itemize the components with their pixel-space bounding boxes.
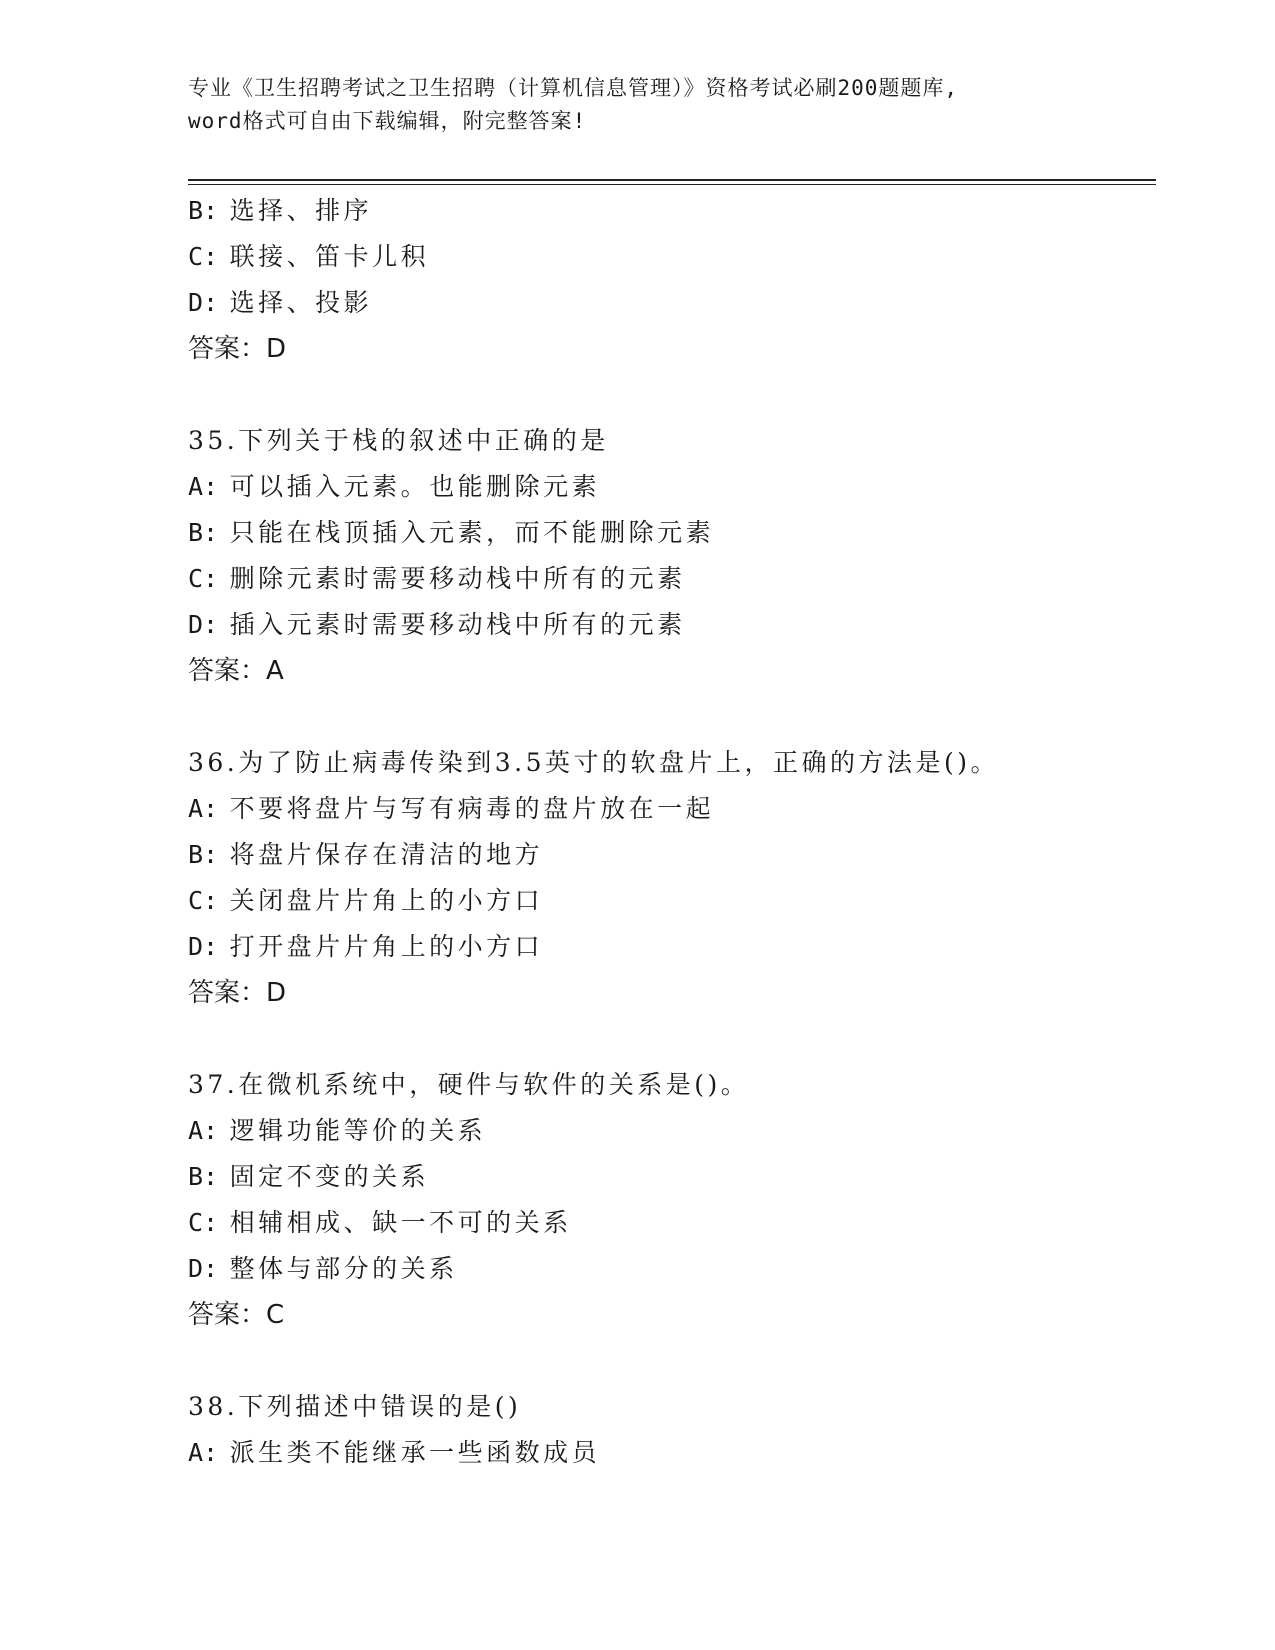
- question-text: 38.下列描述中错误的是(): [188, 1392, 522, 1421]
- option-key: C:: [188, 564, 219, 593]
- option-text: 插入元素时需要移动栈中所有的元素: [229, 610, 686, 639]
- option-item: [188, 556, 1148, 602]
- option-item: [188, 602, 1148, 648]
- option-item: [188, 1108, 1148, 1154]
- option-item: [188, 1246, 1148, 1292]
- option-text: 将盘片保存在清洁的地方: [229, 840, 544, 869]
- option-key: D:: [188, 610, 219, 639]
- option-text: 固定不变的关系: [229, 1162, 430, 1191]
- question-block: [188, 418, 1148, 694]
- question-text: 37.在微机系统中，硬件与软件的关系是()。: [188, 1070, 750, 1099]
- option-text: 打开盘片片角上的小方口: [229, 932, 544, 961]
- option-key: B:: [188, 840, 219, 869]
- question-block: [188, 188, 1148, 372]
- option-key: D:: [188, 932, 219, 961]
- block-spacer: [188, 1338, 1148, 1384]
- option-text: 可以插入元素。也能删除元素: [229, 472, 601, 501]
- document-header: [188, 72, 1088, 138]
- option-item: [188, 924, 1148, 970]
- option-item: [188, 832, 1148, 878]
- option-text: 选择、排序: [229, 196, 373, 225]
- option-text: 整体与部分的关系: [229, 1254, 458, 1283]
- block-spacer: [188, 1016, 1148, 1062]
- block-spacer: [188, 694, 1148, 740]
- option-text: 只能在栈顶插入元素，而不能删除元素: [229, 518, 715, 547]
- option-item: [188, 510, 1148, 556]
- answer-text: 答案：D: [188, 334, 287, 364]
- option-text: 不要将盘片与写有病毒的盘片放在一起: [229, 794, 715, 823]
- option-item: [188, 1154, 1148, 1200]
- option-item: [188, 280, 1148, 326]
- header-rule-thick: [188, 179, 1156, 181]
- question-text: 36.为了防止病毒传染到3.5英寸的软盘片上，正确的方法是()。: [188, 748, 1000, 777]
- option-key: C:: [188, 886, 219, 915]
- option-key: C:: [188, 242, 219, 271]
- question-block: [188, 1062, 1148, 1338]
- block-spacer: [188, 372, 1148, 418]
- option-text: 逻辑功能等价的关系: [229, 1116, 487, 1145]
- header-line-1: 专业《卫生招聘考试之卫生招聘（计算机信息管理）》资格考试必刷200题题库,: [188, 76, 959, 100]
- option-key: B:: [188, 1162, 219, 1191]
- option-item: [188, 1430, 1148, 1476]
- answer-text: 答案：C: [188, 1300, 285, 1330]
- option-key: A:: [188, 1438, 219, 1467]
- option-text: 选择、投影: [229, 288, 373, 317]
- option-key: A:: [188, 1116, 219, 1145]
- option-text: 联接、笛卡儿积: [229, 242, 430, 271]
- option-item: [188, 234, 1148, 280]
- header-rule-thin: [188, 184, 1156, 185]
- answer-text: 答案：D: [188, 978, 287, 1008]
- option-item: [188, 188, 1148, 234]
- option-item: [188, 878, 1148, 924]
- option-key: D:: [188, 288, 219, 317]
- answer-text: 答案：A: [188, 656, 284, 686]
- option-key: A:: [188, 794, 219, 823]
- option-text: 删除元素时需要移动栈中所有的元素: [229, 564, 686, 593]
- header-line-2: word格式可自由下载编辑，附完整答案!: [188, 109, 587, 133]
- option-key: C:: [188, 1208, 219, 1237]
- option-key: B:: [188, 518, 219, 547]
- option-text: 相辅相成、缺一不可的关系: [229, 1208, 572, 1237]
- question-block: [188, 740, 1148, 1016]
- option-item: [188, 786, 1148, 832]
- option-item: [188, 1200, 1148, 1246]
- question-block: [188, 1384, 1148, 1476]
- option-text: 关闭盘片片角上的小方口: [229, 886, 544, 915]
- option-key: B:: [188, 196, 219, 225]
- question-list: [188, 188, 1148, 1476]
- option-text: 派生类不能继承一些函数成员: [229, 1438, 601, 1467]
- option-item: [188, 464, 1148, 510]
- option-key: A:: [188, 472, 219, 501]
- question-text: 35.下列关于栈的叙述中正确的是: [188, 426, 609, 455]
- option-key: D:: [188, 1254, 219, 1283]
